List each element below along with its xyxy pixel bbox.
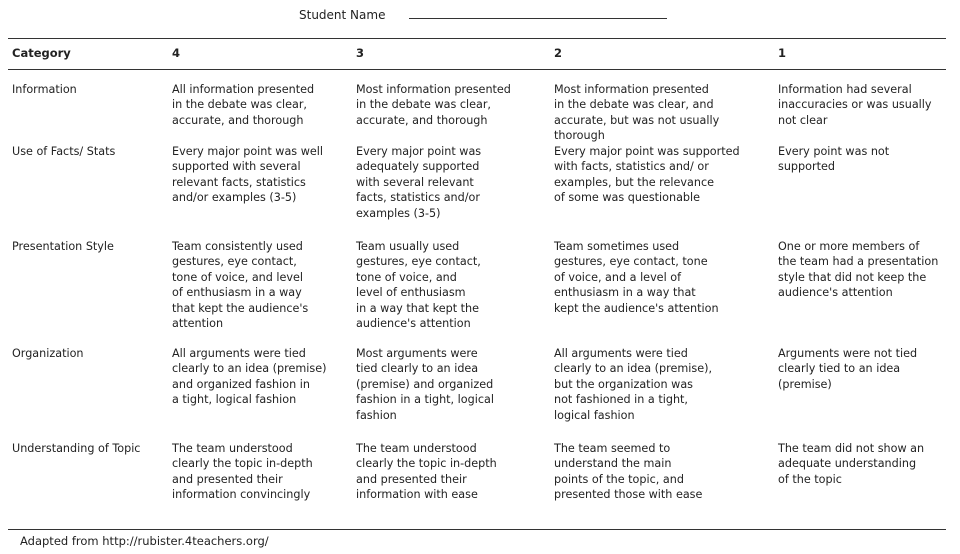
category-cell: Information bbox=[12, 82, 77, 96]
column-header-score-1: 1 bbox=[774, 39, 946, 70]
criteria-cell: Every major point was supported with facts, statistics and/ or examples, but the relevance of some was questionable bbox=[554, 144, 740, 204]
criteria-cell: One or more members of the team had a presentation style that did not keep the audience's attention bbox=[778, 239, 939, 299]
column-header-score-4: 4 bbox=[168, 39, 352, 70]
column-header-score-2: 2 bbox=[550, 39, 774, 70]
category-cell: Understanding of Topic bbox=[12, 441, 141, 455]
criteria-cell: Every point was not supported bbox=[778, 144, 890, 173]
criteria-cell: Team consistently used gestures, eye contact, tone of voice, and level of enthusiasm in a way that kept the audience's attention bbox=[172, 239, 309, 330]
criteria-cell: The team understood clearly the topic in-depth and presented their information convincingly bbox=[172, 441, 313, 501]
criteria-cell: All arguments were tied clearly to an idea (premise) and organized fashion in a tight, logical fashion bbox=[172, 346, 327, 406]
criteria-cell: Every major point was adequately supported with several relevant facts, statistics and/or examples (3-5) bbox=[356, 144, 482, 220]
source-credit: Adapted from http://rubister.4teachers.org/ bbox=[20, 534, 269, 548]
criteria-cell: All information presented in the debate was clear, accurate, and thorough bbox=[172, 82, 315, 127]
header-row bbox=[8, 39, 946, 70]
criteria-cell: Arguments were not tied clearly tied to an idea (premise) bbox=[778, 346, 918, 391]
criteria-cell: All arguments were tied clearly to an idea (premise), but the organization was not fashioned in a tight, logical fashion bbox=[554, 346, 713, 422]
student-name-row bbox=[299, 8, 667, 22]
criteria-cell: Team sometimes used gestures, eye contact, tone of voice, and a level of enthusiasm in a way that kept the audience's attention bbox=[554, 239, 719, 315]
category-cell: Use of Facts/ Stats bbox=[12, 144, 116, 158]
category-cell: Presentation Style bbox=[12, 239, 114, 253]
bottom-divider bbox=[8, 529, 946, 530]
table-row bbox=[8, 69, 946, 144]
table-row bbox=[8, 346, 946, 441]
criteria-cell: Every major point was well supported with several relevant facts, statistics and/or examples (3-5) bbox=[172, 144, 323, 204]
criteria-cell: Information had several inaccuracies or was usually not clear bbox=[778, 82, 932, 127]
student-name-label: Student Name bbox=[299, 8, 386, 22]
criteria-cell: The team seemed to understand the main points of the topic, and presented those with ease bbox=[554, 441, 703, 501]
criteria-cell: The team did not show an adequate understanding of the topic bbox=[778, 441, 925, 486]
criteria-cell: Most arguments were tied clearly to an idea (premise) and organized fashion in a tight, logical fashion bbox=[356, 346, 494, 422]
criteria-cell: Most information presented in the debate was clear, and accurate, but was not usually thorough bbox=[554, 82, 720, 142]
category-cell: Organization bbox=[12, 346, 84, 360]
column-header-score-3: 3 bbox=[352, 39, 550, 70]
criteria-cell: Most information presented in the debate was clear, accurate, and thorough bbox=[356, 82, 511, 127]
column-header-category: Category bbox=[8, 39, 168, 70]
rubric-table bbox=[8, 38, 946, 511]
student-name-blank-line bbox=[409, 8, 667, 19]
table-row bbox=[8, 441, 946, 511]
criteria-cell: The team understood clearly the topic in-depth and presented their information with ease bbox=[356, 441, 497, 501]
criteria-cell: Team usually used gestures, eye contact, tone of voice, and level of enthusiasm in a way that kept the audience's attention bbox=[356, 239, 481, 330]
table-row bbox=[8, 144, 946, 239]
table-row bbox=[8, 239, 946, 346]
